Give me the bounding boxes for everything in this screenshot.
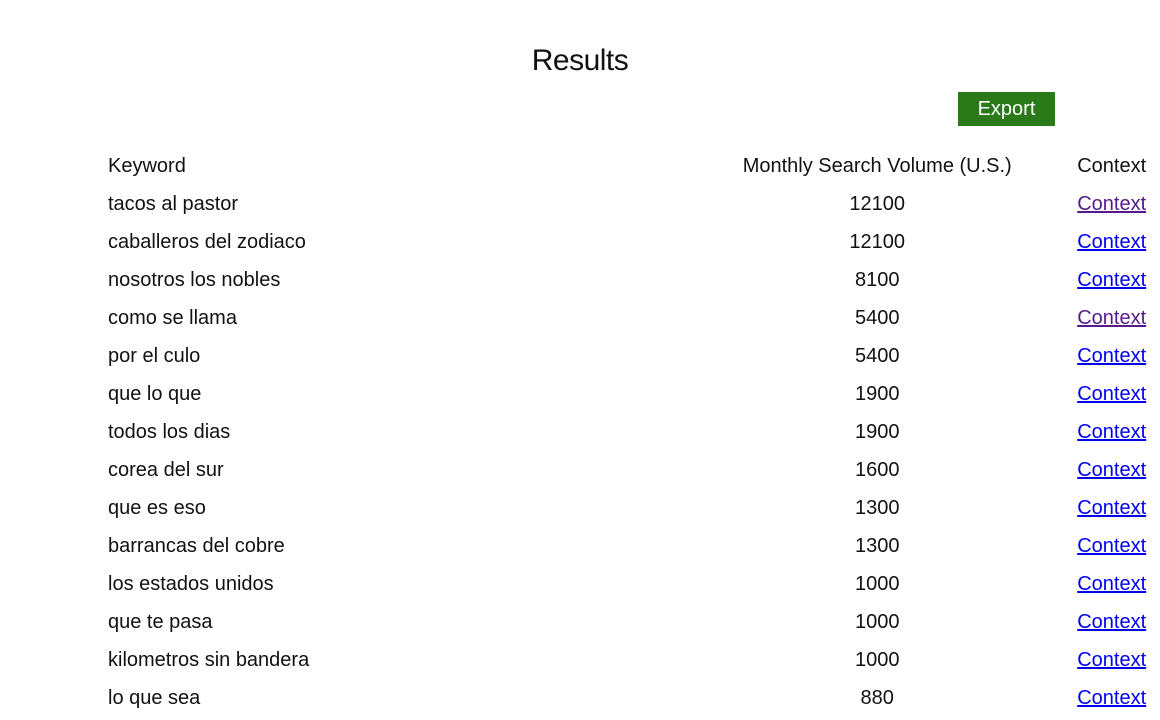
volume-value: 12100 — [849, 192, 906, 215]
page-title: Results — [531, 44, 629, 77]
context-link[interactable]: Context — [1077, 496, 1147, 519]
volume-value: 1900 — [854, 382, 900, 405]
context-link[interactable]: Context — [1077, 572, 1147, 595]
volume-value: 1300 — [854, 496, 900, 519]
context-cell — [1077, 489, 1146, 527]
volume-value: 1000 — [854, 610, 900, 633]
context-cell — [1077, 223, 1146, 261]
table-row — [108, 641, 1146, 679]
table-row — [108, 337, 1146, 375]
volume-value: 5400 — [854, 344, 900, 367]
volume-cell — [309, 565, 1077, 603]
context-link[interactable]: Context — [1077, 648, 1147, 671]
table-row — [108, 223, 1146, 261]
context-link[interactable]: Context — [1077, 458, 1147, 481]
volume-cell — [309, 489, 1077, 527]
table-row — [108, 261, 1146, 299]
results-table-body — [108, 185, 1146, 717]
keyword-cell: que te pasa — [108, 610, 213, 633]
context-cell — [1077, 261, 1146, 299]
volume-cell — [309, 337, 1077, 375]
table-row — [108, 527, 1146, 565]
context-cell — [1077, 185, 1146, 223]
keyword-cell: caballeros del zodiaco — [108, 230, 306, 253]
context-cell — [1077, 527, 1146, 565]
keyword-cell: que lo que — [108, 382, 202, 405]
context-link[interactable]: Context — [1077, 344, 1147, 367]
context-cell — [1077, 375, 1146, 413]
volume-value: 8100 — [854, 268, 900, 291]
context-link[interactable]: Context — [1077, 686, 1147, 709]
volume-value: 880 — [860, 686, 894, 709]
context-cell — [1077, 451, 1146, 489]
volume-cell — [309, 223, 1077, 261]
context-cell — [1077, 565, 1146, 603]
context-cell — [1077, 337, 1146, 375]
volume-value: 12100 — [849, 230, 906, 253]
keyword-cell: corea del sur — [108, 458, 224, 481]
header-keyword: Keyword — [108, 154, 186, 177]
keyword-cell: los estados unidos — [108, 572, 274, 595]
context-cell — [1077, 413, 1146, 451]
volume-cell — [309, 641, 1077, 679]
volume-value: 5400 — [854, 306, 900, 329]
results-table — [108, 147, 1146, 717]
volume-value: 1000 — [854, 572, 900, 595]
table-row — [108, 185, 1146, 223]
volume-cell — [309, 679, 1077, 717]
table-row — [108, 603, 1146, 641]
keyword-cell: nosotros los nobles — [108, 268, 281, 291]
header-volume-label: Monthly Search Volume (U.S.) — [742, 154, 1012, 177]
context-link[interactable]: Context — [1077, 268, 1147, 291]
keyword-cell: que es eso — [108, 496, 206, 519]
table-header-row — [108, 147, 1146, 185]
context-link[interactable]: Context — [1077, 192, 1147, 215]
volume-value: 1300 — [854, 534, 900, 557]
header-context: Context — [1077, 154, 1147, 177]
keyword-cell: lo que sea — [108, 686, 201, 709]
keyword-cell: como se llama — [108, 306, 237, 329]
context-cell — [1077, 299, 1146, 337]
table-row — [108, 375, 1146, 413]
context-link[interactable]: Context — [1077, 420, 1147, 443]
context-link[interactable]: Context — [1077, 534, 1147, 557]
keyword-cell: tacos al pastor — [108, 192, 239, 215]
context-cell — [1077, 641, 1146, 679]
table-row — [108, 299, 1146, 337]
context-link[interactable]: Context — [1077, 306, 1147, 329]
volume-cell — [309, 603, 1077, 641]
volume-value: 1000 — [854, 648, 900, 671]
context-cell — [1077, 679, 1146, 717]
keyword-cell: kilometros sin bandera — [108, 648, 310, 671]
context-link[interactable]: Context — [1077, 230, 1147, 253]
table-row — [108, 565, 1146, 603]
context-link[interactable]: Context — [1077, 610, 1147, 633]
table-row — [108, 451, 1146, 489]
header-volume — [309, 147, 1077, 185]
volume-cell — [309, 375, 1077, 413]
keyword-cell: barrancas del cobre — [108, 534, 285, 557]
volume-cell — [309, 185, 1077, 223]
table-row — [108, 489, 1146, 527]
context-link[interactable]: Context — [1077, 382, 1147, 405]
keyword-cell: todos los dias — [108, 420, 231, 443]
volume-cell — [309, 527, 1077, 565]
table-row — [108, 679, 1146, 717]
volume-cell — [309, 261, 1077, 299]
volume-cell — [309, 413, 1077, 451]
keyword-cell: por el culo — [108, 344, 201, 367]
table-row — [108, 413, 1146, 451]
volume-cell — [309, 451, 1077, 489]
volume-value: 1600 — [854, 458, 900, 481]
export-button[interactable]: Export — [958, 92, 1055, 126]
volume-cell — [309, 299, 1077, 337]
context-cell — [1077, 603, 1146, 641]
volume-value: 1900 — [854, 420, 900, 443]
